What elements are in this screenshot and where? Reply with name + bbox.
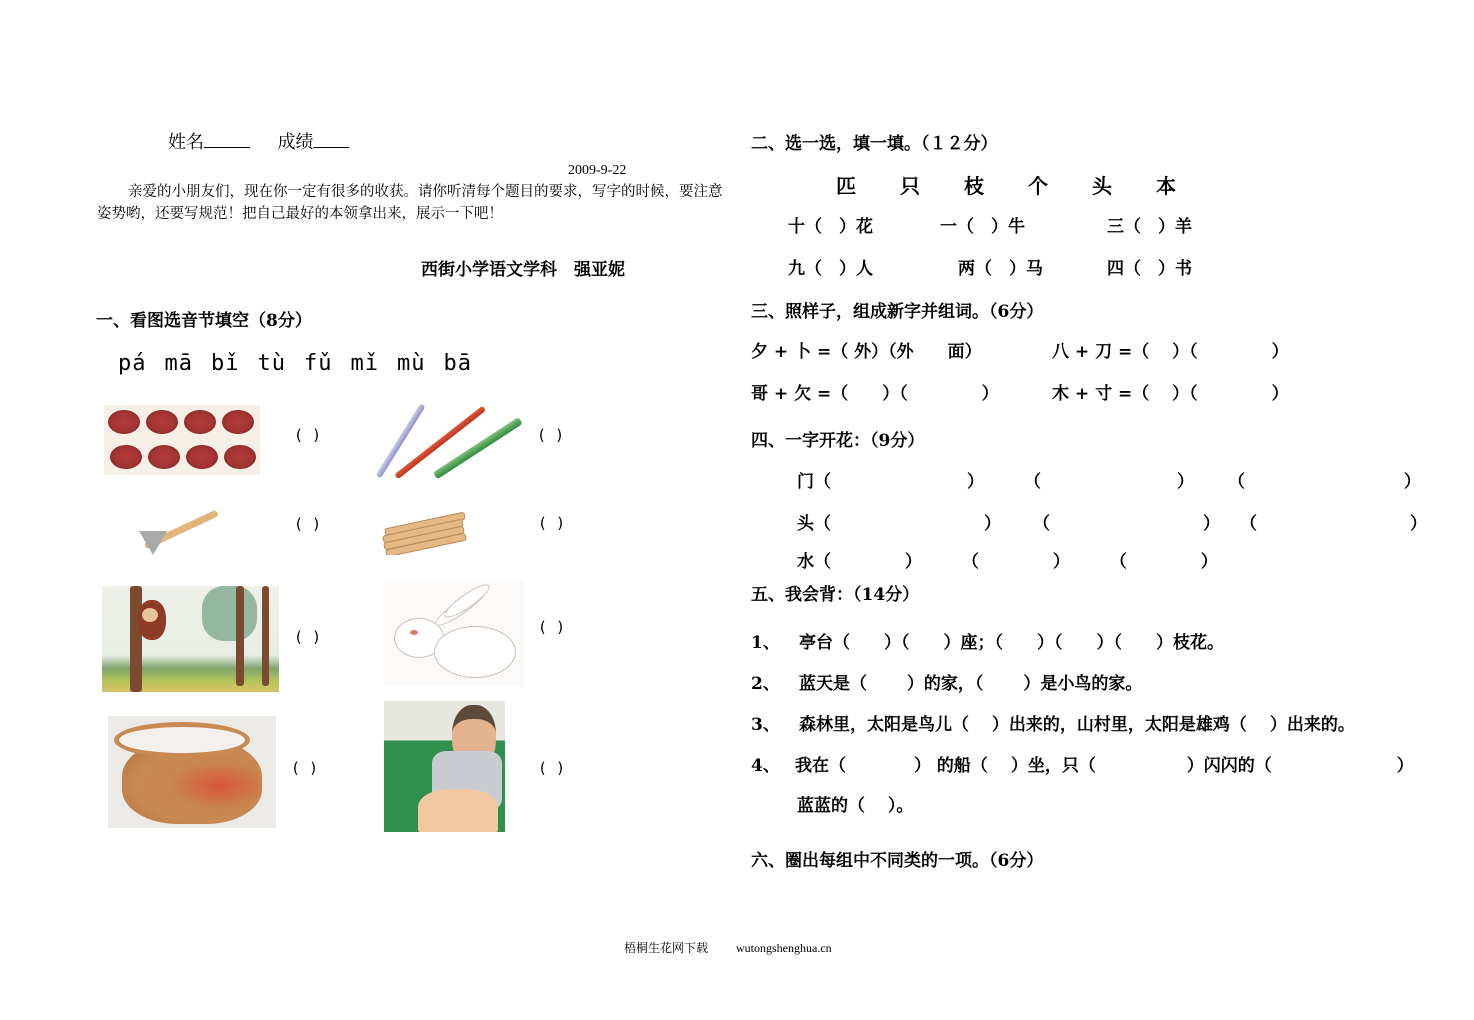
buttons-picture [104,405,260,475]
pinyin-option: fǔ [304,351,333,376]
answer-blank-rabbit[interactable]: ( ) [538,618,566,636]
compose-item[interactable]: 夕 + 卜 =（ 外）（外 面） [751,342,982,362]
answer-blank-mother[interactable]: ( ) [538,759,566,777]
item-number: 3、 [751,715,780,735]
answer-blank-pens[interactable]: ( ) [537,426,565,444]
measure-word: 只 [900,174,920,198]
item-number: 4、 [751,756,780,776]
fill-item[interactable]: 四（ ）书 [1107,259,1192,279]
measure-word: 个 [1028,174,1048,198]
monkey-picture [102,586,279,692]
name-blank[interactable] [204,133,250,148]
section6-title: 六、圈出每组中不同类的一项。（6分） [751,851,1044,871]
item-number: 1、 [751,633,780,653]
fill-item[interactable]: 一（ ）牛 [940,217,1025,237]
fill-item[interactable]: 三（ ）羊 [1107,217,1192,237]
name-field [168,128,349,154]
section3-title: 三、照样子，组成新字并组词。（6分） [751,302,1044,322]
compose-item[interactable]: 八 + 刀 =（ ）（ ） [1052,342,1289,362]
section5-title: 五、我会背：（14分） [751,585,920,605]
pinyin-option: pá [118,351,147,376]
pinyin-option: bǐ [211,351,240,376]
recite-text[interactable]: 森林里，太阳是鸟儿（ ）出来的，山村里，太阳是雄鸡（ ）出来的。 [799,715,1355,735]
bloom-char: 水 [797,552,814,572]
recite-text[interactable]: 我在（ ） 的船（ ）坐，只（ ）闪闪的（ ） [795,756,1414,776]
answer-blank-axe[interactable]: ( ) [294,515,322,533]
word-bloom-row [797,509,1427,534]
footer-site-url[interactable]: wutongshenghua.cn [736,941,832,955]
author-line: 西街小学语文学科 强亚妮 [421,260,625,280]
pinyin-option: mǐ [350,351,379,376]
recite-text[interactable]: 蓝天是（ ）的家，（ ）是小鸟的家。 [799,674,1143,694]
bloom-blank[interactable]: （ ） [1228,472,1421,492]
bloom-char: 门 [797,472,814,492]
pinyin-option: mù [397,351,426,376]
answer-blank-monkey[interactable]: ( ) [294,628,322,646]
footer [624,939,832,956]
bloom-blank[interactable]: （ ） [1240,514,1427,534]
rice-bag-picture [108,716,276,828]
pinyin-option: bā [443,351,472,376]
measure-word: 枝 [964,174,984,198]
section2-title: 二、选一选，填一填。（１２分） [751,134,998,154]
bloom-blank[interactable]: （ ） [1033,514,1220,534]
exam-date: 2009-9-22 [568,163,627,178]
measure-word: 匹 [836,174,856,198]
name-label: 姓名 [168,132,204,153]
bloom-char: 头 [797,514,814,534]
bloom-blank[interactable]: （ ） [814,472,984,492]
measure-word: 本 [1156,174,1176,198]
fill-item[interactable]: 十（ ）花 [788,217,873,237]
fill-item[interactable]: 九（ ）人 [788,259,873,279]
word-bloom-row [797,547,1218,572]
score-blank[interactable] [313,133,349,148]
recite-text[interactable]: 亭台（ ）（ ）座；（ ）（ ）（ ）枝花。 [799,633,1224,653]
mother-picture [384,701,505,832]
score-label: 成绩 [277,132,314,153]
answer-blank-rice-bag[interactable]: ( ) [291,759,319,777]
bloom-blank[interactable]: （ ） [814,514,1001,534]
bloom-blank[interactable]: （ ） [1024,472,1194,492]
measure-word-options [836,170,1220,199]
recite-item-3 [751,710,1355,735]
item-number: 2、 [751,674,780,694]
bloom-blank[interactable]: （ ） [814,552,922,572]
compose-item[interactable]: 木 + 寸 =（ ）（ ） [1052,384,1289,404]
bloom-blank[interactable]: （ ） [961,552,1070,572]
pens-picture [370,398,525,480]
pinyin-option: mā [164,351,193,376]
recite-item-4-continued[interactable]: 蓝蓝的（ ）。 [797,796,914,816]
word-bloom-row [797,467,1421,492]
axe-picture [135,505,225,560]
section1-title: 一、看图选音节填空（8分） [96,311,312,331]
measure-word: 头 [1092,174,1112,198]
recite-item-2 [751,669,1142,694]
footer-site-name: 梧桐生花网下载 [624,941,709,955]
rabbit-picture [384,582,524,687]
bloom-blank[interactable]: （ ） [1109,552,1218,572]
compose-item[interactable]: 哥 + 欠 =（ ）（ ） [751,384,999,404]
intro-text: 亲爱的小朋友们，现在你一定有很多的收获。请你听清每个题目的要求，写字的时候，要注意姿势哟，还要写规范！把自己最好的本领拿出来，展示一下吧！ [97,184,723,222]
pinyin-options [118,351,490,376]
pinyin-option: tù [257,351,286,376]
recite-item-1 [751,628,1224,653]
fill-item[interactable]: 两（ ）马 [958,259,1043,279]
answer-blank-wood[interactable]: ( ) [538,514,566,532]
wood-sticks-picture [378,500,470,555]
recite-item-4 [751,751,1414,776]
section4-title: 四、一字开花：（9分） [751,431,925,451]
answer-blank-buttons[interactable]: ( ) [294,426,322,444]
